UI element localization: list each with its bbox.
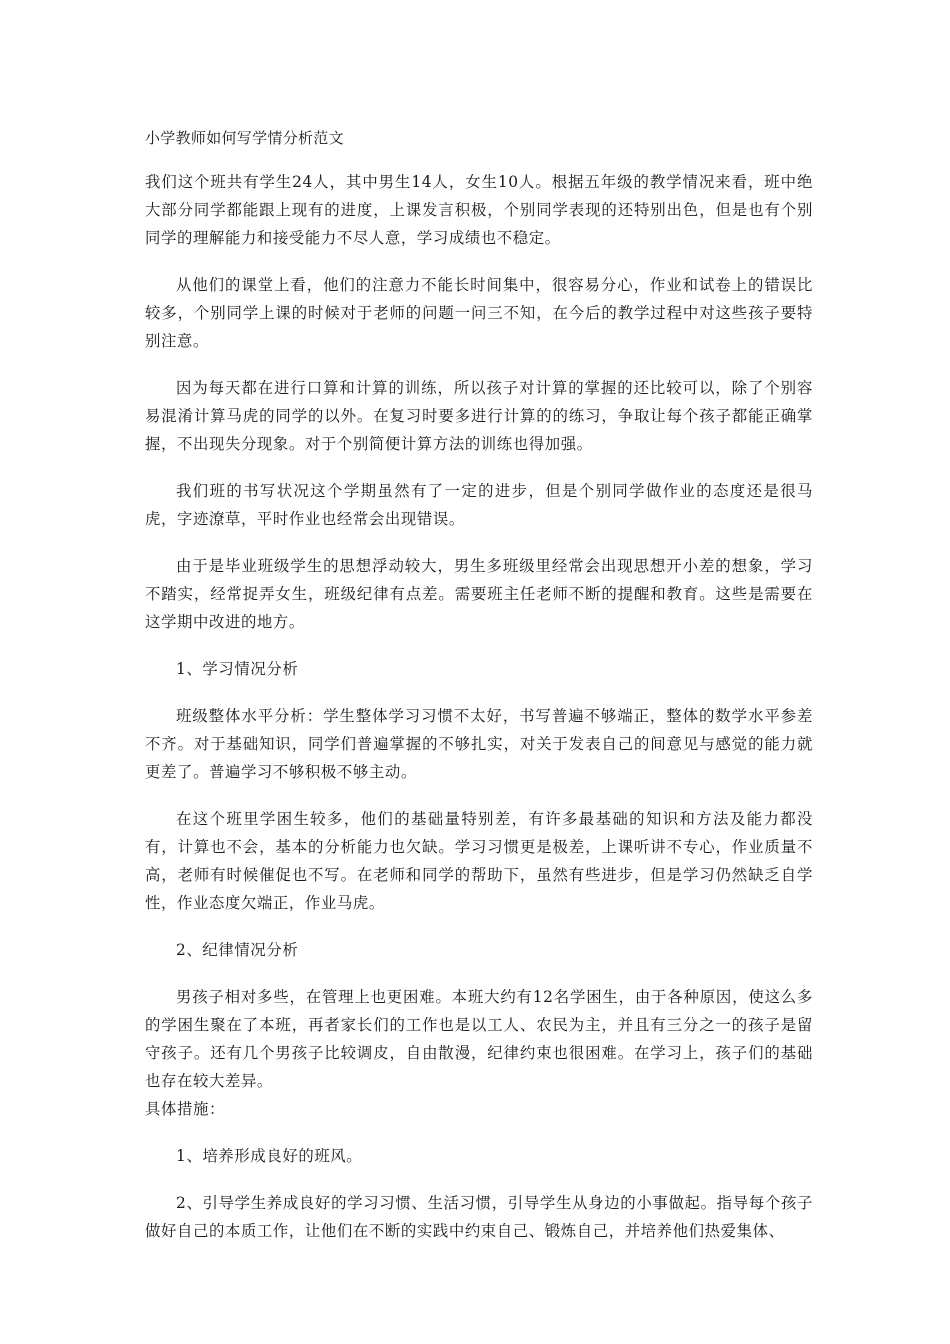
paragraph-calculation-training: 因为每天都在进行口算和计算的训练，所以孩子对计算的掌握的还比较可以，除了个别容易混淆计算马虎的同学的以外。在复习时要多进行计算的的练习，争取让每个孩子都能正确掌握，不出现失分现象。对于个别简便计算方法的训练也得加强。 — [145, 379, 813, 453]
measure-item-2: 2、引导学生养成良好的学习习惯、生活习惯，引导学生从身边的小事做起。指导每个孩子做好自己的本质工作，让他们在不断的实践中约束自己、锻炼自己，并培养他们热爱集体、 — [145, 1194, 813, 1240]
paragraph-struggling-students: 在这个班里学困生较多，他们的基础量特别差，有许多最基础的知识和方法及能力都没有，计算也不会，基本的分析能力也欠缺。学习习惯更是极差，上课听讲不专心，作业质量不高，老师有时候催促也不写。在老师和同学的帮助下，虽然有些进步，但是学习仍然缺乏自学性，作业态度欠端正，作业马虎。 — [145, 810, 813, 912]
document-title: 小学教师如何写学情分析范文 — [145, 129, 344, 147]
paragraph-class-overview: 我们这个班共有学生24人，其中男生14人，女生10人。根据五年级的教学情况来看，班中绝大部分同学都能跟上现有的进度，上课发言积极，个别同学表现的还特别出色，但是也有个别同学的理解能力和接受能力不尽人意，学习成绩也不稳定。 — [145, 173, 813, 247]
paragraph-classroom-attention: 从他们的课堂上看，他们的注意力不能长时间集中，很容易分心，作业和试卷上的错误比较多，个别同学上课的时候对于老师的问题一问三不知，在今后的教学过程中对这些孩子要特别注意。 — [145, 276, 813, 350]
section-heading-discipline: 2、纪律情况分析 — [176, 941, 299, 959]
document-page — [145, 124, 813, 1264]
paragraph-overall-level: 班级整体水平分析：学生整体学习习惯不太好，书写普遍不够端正，整体的数学水平参差不齐。对于基础知识，同学们普遍掌握的不够扎实，对关于发表自己的间意见与感觉的能力就更差了。普遍学习不够积极不够主动。 — [145, 707, 813, 781]
paragraph-discipline-details: 男孩子相对多些，在管理上也更困难。本班大约有12名学困生，由于各种原因，使这么多的学困生聚在了本班，再者家长们的工作也是以工人、农民为主，并且有三分之一的孩子是留守孩子。还有几个男孩子比较调皮，自由散漫，纪律约束也很困难。在学习上，孩子们的基础也存在较大差异。 — [145, 988, 813, 1090]
measures-heading: 具体措施： — [145, 1100, 225, 1118]
measure-item-1: 1、培养形成良好的班风。 — [176, 1147, 363, 1165]
paragraph-graduating-class: 由于是毕业班级学生的思想浮动较大，男生多班级里经常会出现思想开小差的想象，学习不踏实，经常捉弄女生，班级纪律有点差。需要班主任老师不断的提醒和教育。这些是需要在这学期中改进的地方。 — [145, 557, 813, 631]
section-heading-learning: 1、学习情况分析 — [176, 660, 299, 678]
paragraph-handwriting: 我们班的书写状况这个学期虽然有了一定的进步，但是个别同学做作业的态度还是很马虎，字迹潦草，平时作业也经常会出现错误。 — [145, 482, 813, 528]
